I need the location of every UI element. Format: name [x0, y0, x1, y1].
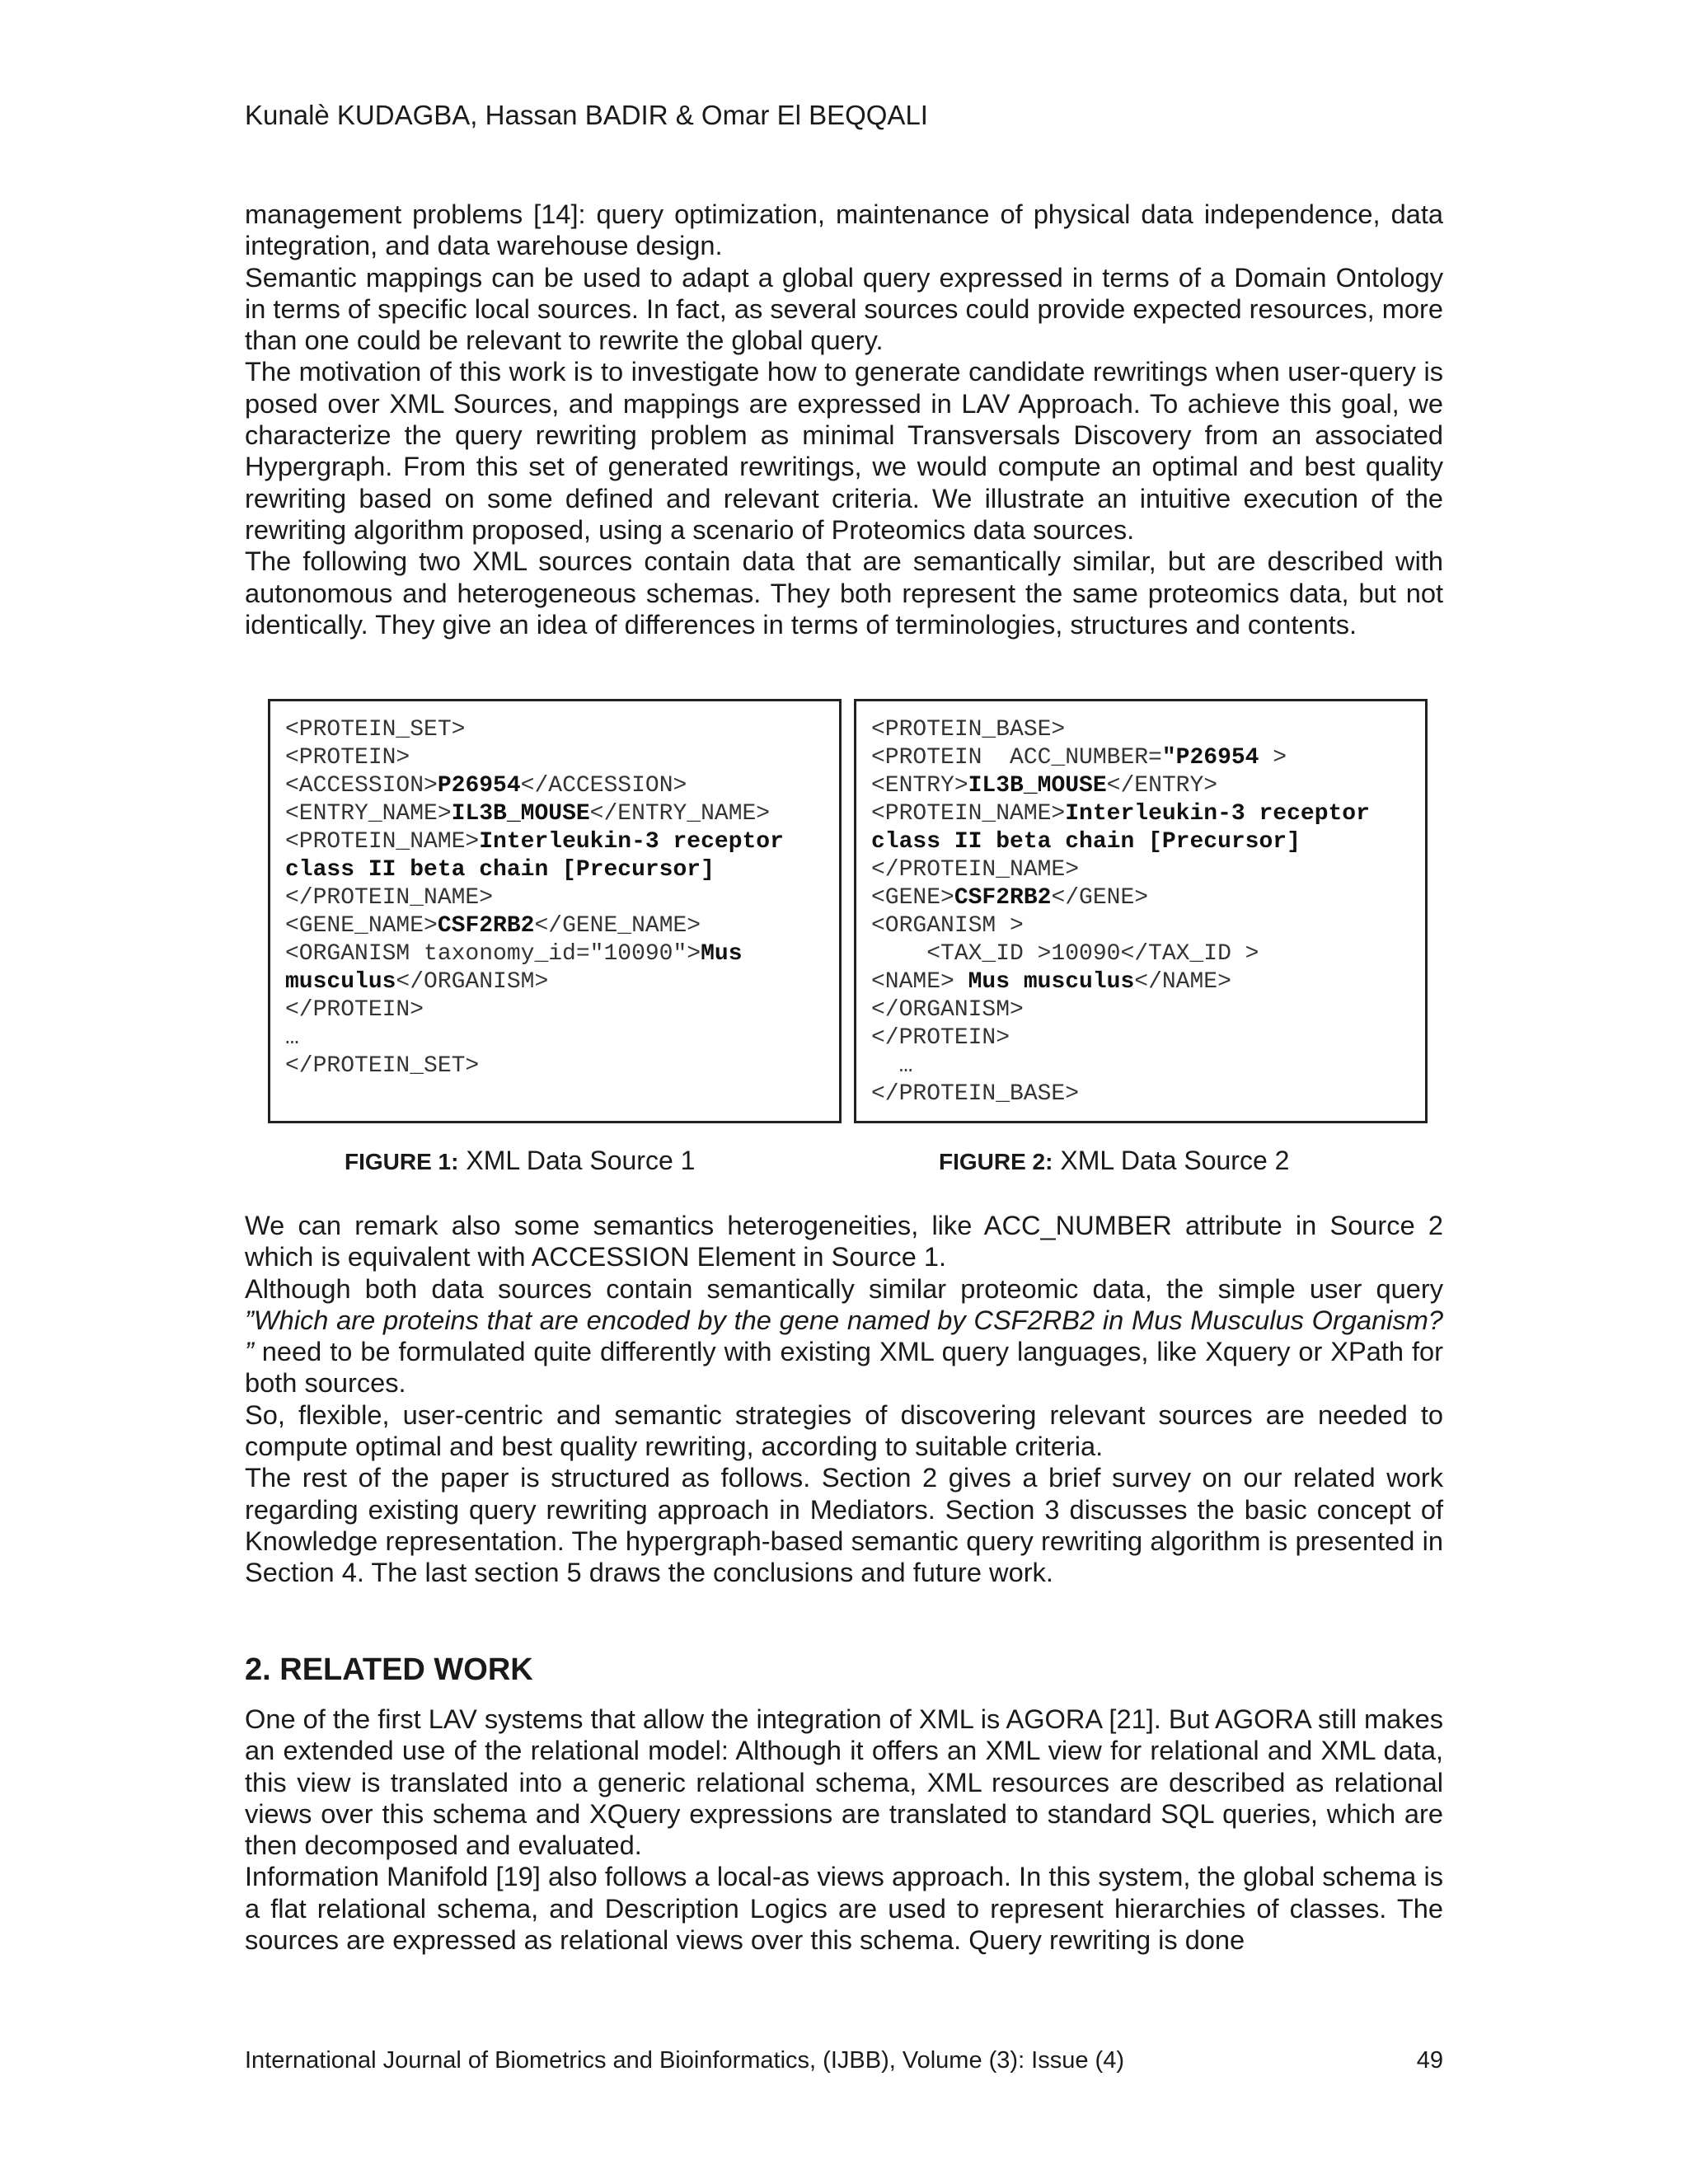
code-line: <ORGANISM taxonomy_id="10090">Mus [285, 941, 743, 967]
code-line: <PROTEIN_NAME>Interleukin-3 receptor [871, 801, 1370, 827]
example-query: ”Which are proteins that are encoded by the gene named by CSF2RB2 in Mus Musculus Organism? ” [245, 1304, 1443, 1367]
code-line: <ENTRY>IL3B_MOUSE</ENTRY> [871, 773, 1218, 799]
paragraph: We can remark also some semantics heterogeneities, like ACC_NUMBER attribute in Source 2 which is equivalent with ACCESSION Element in Source 1. [245, 1210, 1443, 1272]
code-line: class II beta chain [Precursor] [285, 857, 715, 883]
running-header: Kunalè KUDAGBA, Hassan BADIR & Omar El BEQQALI [245, 100, 928, 130]
intro-text [245, 199, 1443, 640]
code-line: </PROTEIN_NAME> [871, 857, 1080, 883]
code-line: <PROTEIN ACC_NUMBER="P26954 > [871, 745, 1287, 771]
code-line: <PROTEIN_SET> [285, 717, 466, 743]
code-line: <PROTEIN> [285, 745, 410, 771]
code-line: </PROTEIN_NAME> [285, 885, 494, 911]
code-line: </PROTEIN_SET> [285, 1053, 480, 1079]
code-line: <ORGANISM > [871, 913, 1024, 939]
paragraph: The following two XML sources contain data that are semantically similar, but are described with autonomous and heterogeneous schemas. They both represent the same proteomics data, but not identically. They give an idea of differences in terms of terminologies, structures and contents. [245, 546, 1443, 640]
code-line: <GENE_NAME>CSF2RB2</GENE_NAME> [285, 913, 701, 939]
paragraph: Information Manifold [19] also follows a local-as views approach. In this system, the global schema is a flat relational schema, and Description Logics are used to represent hierarchies of classes. The sources are expressed as relational views over this schema. Query rewriting is done [245, 1861, 1443, 1956]
code-line: <ACCESSION>P26954</ACCESSION> [285, 773, 687, 799]
code-line: … [871, 1053, 913, 1079]
paragraph: One of the first LAV systems that allow the integration of XML is AGORA [21]. But AGORA still makes an extended use of the relational model: Although it offers an XML view for relational and XML data, this view is translated into a generic relational schema, XML resources are described as relational views over this schema and XQuery expressions are translated to standard SQL queries, which are then decomposed and evaluated. [245, 1704, 1443, 1861]
figure-2-code-box [854, 699, 1428, 1123]
paragraph: The motivation of this work is to investigate how to generate candidate rewritings when user-query is posed over XML Sources, and mappings are expressed in LAV Approach. To achieve this goal, we characterize the query rewriting problem as minimal Transversals Discovery from an associated Hypergraph. From this set of generated rewritings, we would compute an optimal and best quality rewriting based on some defined and relevant criteria. We illustrate an intuitive execution of the rewriting algorithm proposed, using a scenario of Proteomics data sources. [245, 356, 1443, 545]
paragraph: Although both data sources contain semantically similar proteomic data, the simple user query ”Which are proteins that are encoded by the gene named by CSF2RB2 in Mus Musculus Organism? ” need to be formulated quite differently with existing XML query languages, like Xquery or XPath for both sources. [245, 1272, 1443, 1399]
discussion-text [245, 1210, 1443, 1589]
code-line: </PROTEIN> [871, 1025, 1010, 1051]
code-line: <PROTEIN_NAME>Interleukin-3 receptor [285, 829, 784, 855]
figure-2-caption: FIGURE 2: XML Data Source 2 [939, 1146, 1290, 1175]
related-work-text [245, 1704, 1443, 1956]
paragraph: The rest of the paper is structured as follows. Section 2 gives a brief survey on our related work regarding existing query rewriting approach in Mediators. Section 3 discusses the basic concept of Knowledge representation. The hypergraph-based semantic query rewriting algorithm is presented in Section 4. The last section 5 draws the conclusions and future work. [245, 1462, 1443, 1588]
figure-1-code-box [268, 699, 842, 1123]
code-line: </PROTEIN> [285, 997, 424, 1023]
paragraph: Semantic mappings can be used to adapt a global query expressed in terms of a Domain Ontology in terms of specific local sources. In fact, as several sources could provide expected resources, more than one could be relevant to rewrite the global query. [245, 261, 1443, 356]
paragraph: So, flexible, user-centric and semantic strategies of discovering relevant sources are needed to compute optimal and best quality rewriting, according to suitable criteria. [245, 1399, 1443, 1462]
journal-citation: International Journal of Biometrics and Bioinformatics, (IJBB), Volume (3): Issue (4) [245, 2047, 1124, 2074]
section-heading: 2. RELATED WORK [245, 1652, 533, 1687]
paragraph: management problems [14]: query optimization, maintenance of physical data independence, data integration, and data warehouse design. [245, 199, 1443, 261]
code-line: <PROTEIN_BASE> [871, 717, 1066, 743]
page-number: 49 [1416, 2047, 1443, 2074]
code-line: <GENE>CSF2RB2</GENE> [871, 885, 1149, 911]
code-line: musculus</ORGANISM> [285, 969, 549, 995]
code-line: </PROTEIN_BASE> [871, 1081, 1080, 1107]
code-line: </ORGANISM> [871, 997, 1024, 1023]
code-line: … [285, 1025, 299, 1051]
code-line: <TAX_ID >10090</TAX_ID > [871, 941, 1259, 967]
code-line: class II beta chain [Precursor] [871, 829, 1301, 855]
code-line: <ENTRY_NAME>IL3B_MOUSE</ENTRY_NAME> [285, 801, 771, 827]
code-line: <NAME> Mus musculus</NAME> [871, 969, 1231, 995]
page-footer [245, 2044, 1443, 2077]
figure-1-caption: FIGURE 1: XML Data Source 1 [345, 1146, 696, 1175]
